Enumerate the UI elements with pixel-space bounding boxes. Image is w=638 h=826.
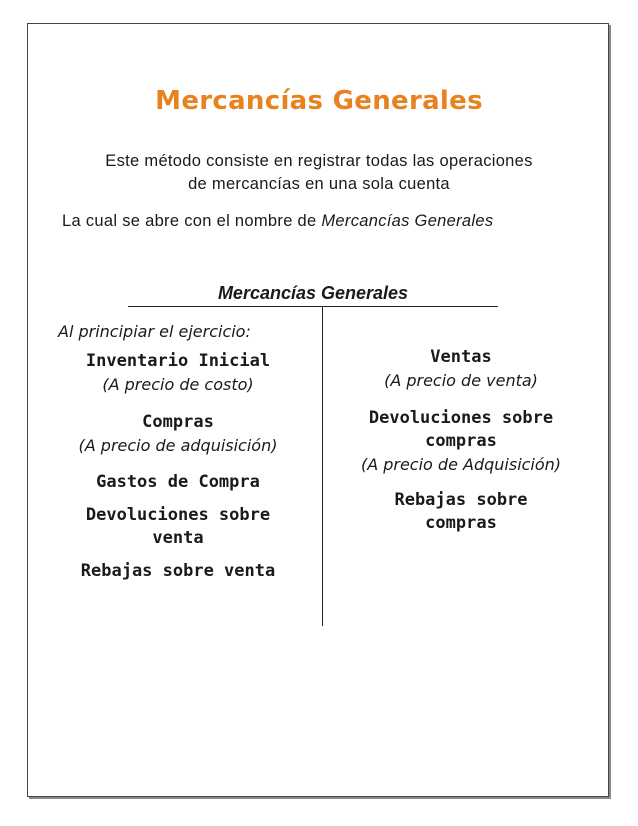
debit-entry-name: Devoluciones sobre venta xyxy=(85,505,271,548)
debit-opening-label: Al principiar el ejercicio: xyxy=(58,322,251,341)
debit-entry xyxy=(58,560,298,583)
intro-line-1: Este método consiste en registrar todas las operaciones xyxy=(105,152,533,170)
intro-line-2: de mercancías en una sola cuenta xyxy=(188,175,450,193)
debit-entry xyxy=(68,504,288,550)
t-account-horizontal-rule xyxy=(128,306,498,307)
credit-entry xyxy=(351,407,571,453)
credit-entry-note-wrap xyxy=(336,453,586,477)
t-account-title: Mercancías Generales xyxy=(217,283,409,303)
debit-entry-note: (A precio de costo) xyxy=(102,375,254,394)
debit-entry-name: Rebajas sobre venta xyxy=(80,561,276,581)
debit-entry-name: Inventario Inicial xyxy=(85,351,271,371)
debit-entry xyxy=(58,411,298,458)
credit-entry xyxy=(381,489,541,535)
credit-entry xyxy=(336,346,586,393)
page-title: Mercancías Generales xyxy=(155,86,483,116)
credit-entry-note: (A precio de Adquisición) xyxy=(360,455,562,474)
debit-entry xyxy=(58,471,298,494)
credit-entry-note: (A precio de venta) xyxy=(384,371,538,390)
debit-entry-name: Gastos de Compra xyxy=(96,472,260,492)
account-name-prefix: La cual se abre con el nombre de xyxy=(62,212,322,230)
t-account-credit-side xyxy=(336,346,586,535)
credit-entry-name: Devoluciones sobre compras xyxy=(368,408,554,451)
account-name-sentence xyxy=(62,212,493,231)
account-name-emphasis: Mercancías Generales xyxy=(321,212,494,230)
debit-entry-note: (A precio de adquisición) xyxy=(78,436,278,455)
t-account-vertical-rule xyxy=(322,306,323,626)
credit-entry-name: Rebajas sobre compras xyxy=(394,490,528,533)
intro-paragraph xyxy=(58,150,580,196)
credit-entry-name: Ventas xyxy=(430,347,492,367)
t-account-debit-side xyxy=(58,320,298,583)
debit-entry xyxy=(58,350,298,397)
debit-entry-name: Compras xyxy=(142,412,214,432)
